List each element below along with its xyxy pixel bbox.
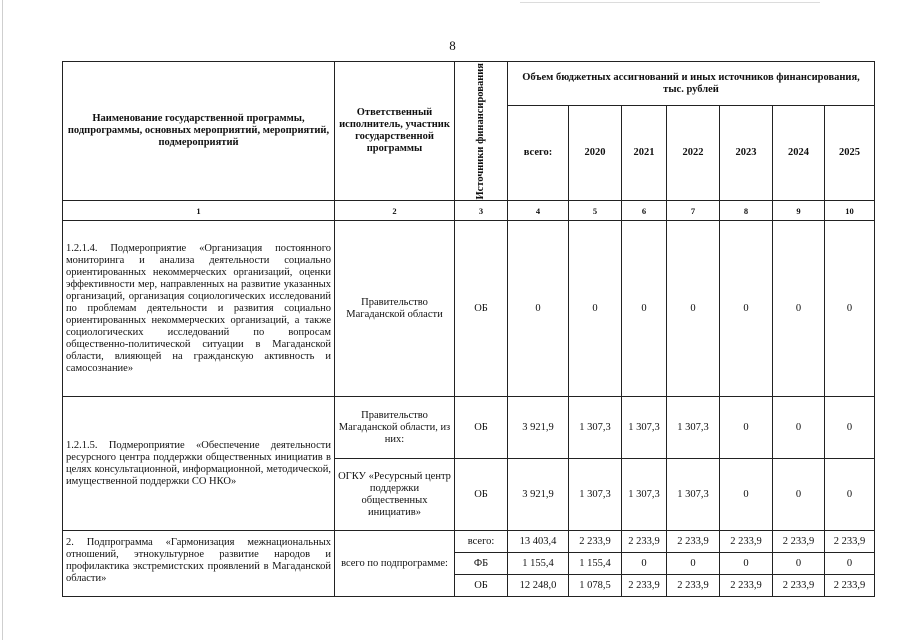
budget-table xyxy=(62,61,875,597)
row-program-name: 1.2.1.5. Подмероприятие «Обеспечение деятельности ресурсного центра поддержки общественных инициатив в целях консультационной, информационной, методической, имущественной поддержки СО НКО» xyxy=(63,397,335,531)
header-year-2025: 2025 xyxy=(825,106,875,201)
row-value-2020: 2 233,9 xyxy=(569,531,622,553)
row-value-2021: 2 233,9 xyxy=(622,531,667,553)
row-source: ОБ xyxy=(455,221,508,397)
table-row xyxy=(63,397,875,459)
row-value-2020: 1 155,4 xyxy=(569,553,622,575)
header-source: Источники финансирования xyxy=(475,63,486,200)
row-value-2025: 2 233,9 xyxy=(825,531,875,553)
row-value-2023: 2 233,9 xyxy=(720,575,773,597)
row-value-2022: 2 233,9 xyxy=(667,531,720,553)
row-executor: Правительство Магаданской области xyxy=(335,221,455,397)
row-value-2025: 0 xyxy=(825,397,875,459)
col-number: 1 xyxy=(63,201,335,221)
col-number: 10 xyxy=(825,201,875,221)
row-value-2020: 0 xyxy=(569,221,622,397)
col-number: 3 xyxy=(455,201,508,221)
header-executor: Ответственный исполнитель, участник государственной программы xyxy=(335,62,455,201)
row-value-total: 0 xyxy=(508,221,569,397)
header-program-name: Наименование государственной программы, подпрограммы, основных мероприятий, мероприятий, подмероприятий xyxy=(63,62,335,201)
col-number: 9 xyxy=(773,201,825,221)
row-source: ОБ xyxy=(455,459,508,531)
col-number: 7 xyxy=(667,201,720,221)
header-year-2022: 2022 xyxy=(667,106,720,201)
row-value-2025: 0 xyxy=(825,221,875,397)
row-value-total: 3 921,9 xyxy=(508,459,569,531)
page-number: 8 xyxy=(449,38,456,53)
row-value-2023: 2 233,9 xyxy=(720,531,773,553)
col-number: 6 xyxy=(622,201,667,221)
row-value-2021: 0 xyxy=(622,553,667,575)
row-source: всего: xyxy=(455,531,508,553)
row-value-2021: 2 233,9 xyxy=(622,575,667,597)
row-executor: ОГКУ «Ресурсный центр поддержки общественных инициатив» xyxy=(335,459,455,531)
table-row xyxy=(63,221,875,397)
row-value-2025: 0 xyxy=(825,553,875,575)
col-number: 5 xyxy=(569,201,622,221)
row-value-2023: 0 xyxy=(720,397,773,459)
row-executor: всего по подпрограмме: xyxy=(335,531,455,597)
row-value-2024: 0 xyxy=(773,397,825,459)
row-value-2020: 1 307,3 xyxy=(569,459,622,531)
row-value-2022: 2 233,9 xyxy=(667,575,720,597)
row-source: ФБ xyxy=(455,553,508,575)
row-value-2020: 1 078,5 xyxy=(569,575,622,597)
row-value-2023: 0 xyxy=(720,553,773,575)
row-value-2024: 0 xyxy=(773,221,825,397)
row-value-total: 3 921,9 xyxy=(508,397,569,459)
col-number: 2 xyxy=(335,201,455,221)
row-value-2021: 1 307,3 xyxy=(622,397,667,459)
col-number: 8 xyxy=(720,201,773,221)
row-value-2023: 0 xyxy=(720,221,773,397)
row-value-2021: 1 307,3 xyxy=(622,459,667,531)
row-value-2020: 1 307,3 xyxy=(569,397,622,459)
header-year-2021: 2021 xyxy=(622,106,667,201)
row-source: ОБ xyxy=(455,575,508,597)
header-source-cell xyxy=(455,62,508,201)
row-value-total: 1 155,4 xyxy=(508,553,569,575)
row-value-2021: 0 xyxy=(622,221,667,397)
row-program-name: 2. Подпрограмма «Гармонизация межнациональных отношений, этнокультурное развитие народов и профилактика экстремистских проявлений в Магаданской области» xyxy=(63,531,335,597)
row-value-2022: 1 307,3 xyxy=(667,459,720,531)
row-value-2023: 0 xyxy=(720,459,773,531)
row-value-total: 12 248,0 xyxy=(508,575,569,597)
row-value-2024: 0 xyxy=(773,553,825,575)
row-value-2025: 2 233,9 xyxy=(825,575,875,597)
row-value-2022: 1 307,3 xyxy=(667,397,720,459)
header-year-2024: 2024 xyxy=(773,106,825,201)
header-year-2020: 2020 xyxy=(569,106,622,201)
row-value-2022: 0 xyxy=(667,553,720,575)
row-program-name: 1.2.1.4. Подмероприятие «Организация постоянного мониторинга и анализа деятельности социально ориентированных некоммерческих организаций, оценки эффективности мер, направленных на развитие указанных организаций, организация социологических исследований по проблемам деятельности и развития социально ориентированных некоммерческих организаций, а также социологических исследований по вопросам общественно-политической ситуации в Магаданской области, влияющей на гражданскую активность и самосознание» xyxy=(63,221,335,397)
row-value-2024: 2 233,9 xyxy=(773,575,825,597)
row-executor: Правительство Магаданской области, из них: xyxy=(335,397,455,459)
header-year-2023: 2023 xyxy=(720,106,773,201)
scan-edge-line xyxy=(2,0,3,640)
row-value-2024: 0 xyxy=(773,459,825,531)
header-total: всего: xyxy=(508,106,569,201)
row-value-2022: 0 xyxy=(667,221,720,397)
row-source: ОБ xyxy=(455,397,508,459)
row-value-2025: 0 xyxy=(825,459,875,531)
row-value-2024: 2 233,9 xyxy=(773,531,825,553)
table-row xyxy=(63,531,875,553)
header-volume: Объем бюджетных ассигнований и иных источников финансирования, тыс. рублей xyxy=(508,62,875,106)
scan-top-line xyxy=(520,2,820,3)
col-number: 4 xyxy=(508,201,569,221)
row-value-total: 13 403,4 xyxy=(508,531,569,553)
